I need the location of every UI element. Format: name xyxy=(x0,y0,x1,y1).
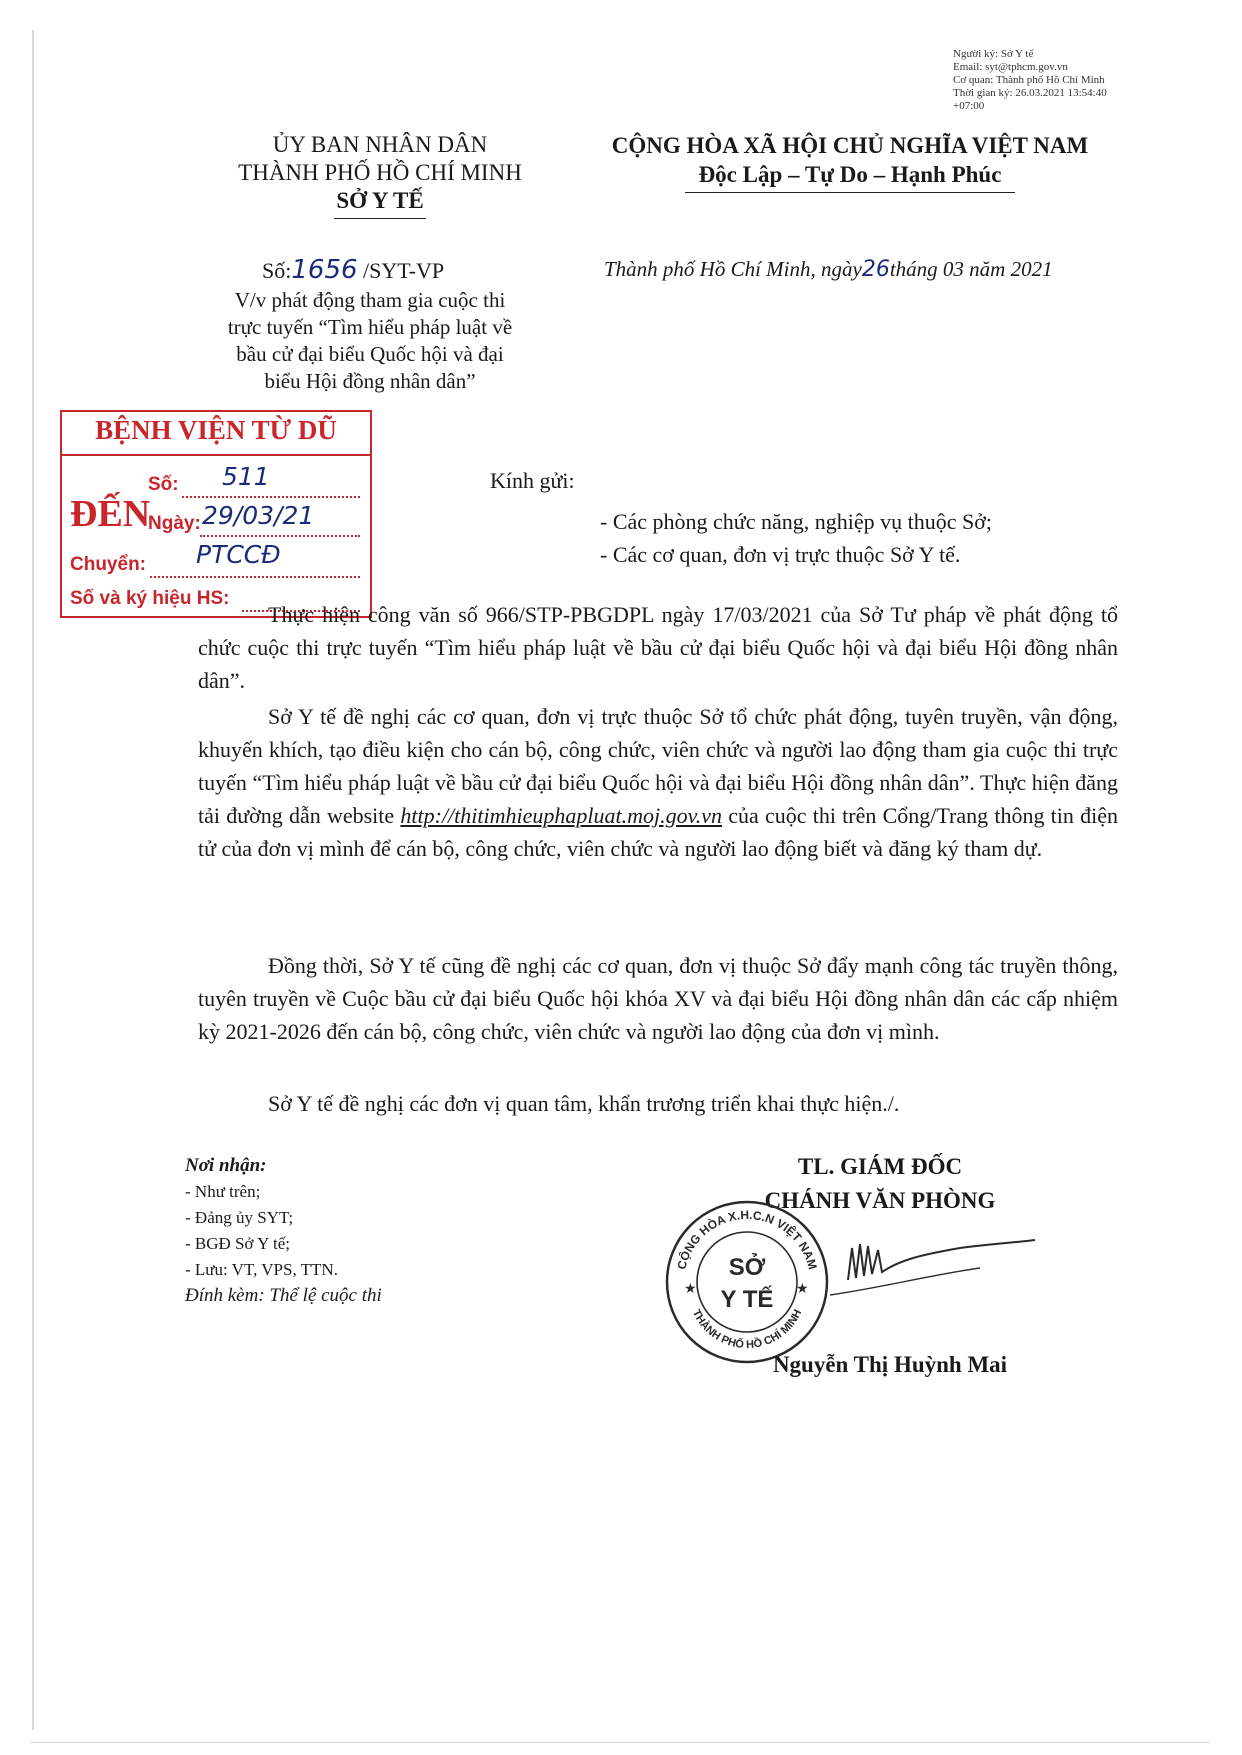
sig-agency: Cơ quan: Thành phố Hồ Chí Minh xyxy=(953,74,1105,86)
stamp-hs-label: Số và ký hiệu HS: xyxy=(70,588,230,609)
date-prefix: Thành phố Hồ Chí Minh, ngày xyxy=(604,257,862,281)
stamp-so-label: Số: xyxy=(148,474,179,495)
docno-suffix: /SYT-VP xyxy=(363,258,445,283)
date-suffix: tháng 03 năm 2021 xyxy=(889,257,1053,281)
stamp-ngay-value: 29/03/21 xyxy=(202,501,315,530)
recipient-item: - Các phòng chức năng, nghiệp vụ thuộc Sở; xyxy=(600,509,992,534)
handwritten-signature-icon xyxy=(830,1220,1040,1340)
official-seal-icon xyxy=(662,1197,832,1367)
motto-line-1: CỘNG HÒA XÃ HỘI CHỦ NGHĨA VIỆT NAM xyxy=(611,133,1089,158)
stamp-so-dots xyxy=(182,496,360,498)
sign-line-1: TL. GIÁM ĐỐC xyxy=(797,1154,963,1179)
motto-underline xyxy=(685,192,1015,193)
authority-line-1: ỦY BAN NHÂN DÂN xyxy=(272,132,488,157)
receiver-item: - Lưu: VT, VPS, TTN. xyxy=(185,1260,338,1279)
body-paragraph-1: Thực hiện công văn số 966/STP-PBGDPL ngày 17/03/2021 của Sở Tư pháp về phát động tổ chức cuộc thi trực tuyến “Tìm hiểu pháp luật về bầu cử đại biểu Quốc hội và đại biểu Hội đồng nhân dân”. xyxy=(198,602,1118,693)
recipient-item: - Các cơ quan, đơn vị trực thuộc Sở Y tế. xyxy=(600,542,961,567)
seal-center-bottom: Y TẾ xyxy=(720,1286,774,1313)
attachment-note: Đính kèm: Thể lệ cuộc thi xyxy=(185,1285,382,1306)
p2-text-before: Sở Y tế đề nghị các cơ quan, đơn vị trực thuộc Sở tổ chức phát động, tuyên truyền, vận động, khuyến khích, tạo điều kiện cho cán bộ, công chức, viên chức và người lao động tham gia cuộc thi trực tuyến “Tìm hiểu pháp luật về bầu cử đại biểu Quốc hội và đại biểu Hội đồng nhân dân”. Thực hiện đăng tải đường dẫn website xyxy=(198,704,1118,828)
received-stamp xyxy=(60,410,372,618)
body-paragraph-3: Đồng thời, Sở Y tế cũng đề nghị các cơ quan, đơn vị thuộc Sở đẩy mạnh công tác truyền thông, tuyên truyền về Cuộc bầu cử đại biểu Quốc hội khóa XV và đại biểu Hội đồng nhân dân các cấp nhiệm kỳ 2021-2026 đến cán bộ, công chức, viên chức và người lao động của đơn vị mình. xyxy=(198,953,1118,1044)
receiver-item: - Đảng ủy SYT; xyxy=(185,1208,294,1227)
sig-email: Email: syt@tphcm.gov.vn xyxy=(953,61,1068,73)
sig-timezone: +07:00 xyxy=(953,100,985,112)
sig-time: Thời gian ký: 26.03.2021 13:54:40 xyxy=(953,87,1107,99)
stamp-den: ĐẾN xyxy=(70,493,151,535)
svg-text:THÀNH PHỐ HỒ CHÍ MINH xyxy=(690,1308,804,1351)
receivers-block xyxy=(185,1153,382,1309)
recipient-list xyxy=(600,505,992,571)
sign-line-2: CHÁNH VĂN PHÒNG xyxy=(764,1188,996,1213)
contest-website-link[interactable]: http://thitimhieuphapluat.moj.gov.vn xyxy=(400,803,723,828)
stamp-ngay-label: Ngày: xyxy=(148,513,201,534)
receiver-item: - Như trên; xyxy=(185,1182,261,1201)
docno-prefix: Số: xyxy=(262,258,292,283)
stamp-hospital-name: BỆNH VIỆN TỪ DŨ xyxy=(95,415,337,445)
sig-signer: Người ký: Sở Y tế xyxy=(953,48,1034,60)
subject-line: biểu Hội đồng nhân dân” xyxy=(264,369,476,393)
digital-signature-info xyxy=(953,48,1107,113)
document-number xyxy=(262,255,444,285)
national-motto xyxy=(570,131,1130,193)
authority-line-3: SỞ Y TẾ xyxy=(336,188,424,213)
seal-ring-bottom: THÀNH PHỐ HỒ CHÍ MINH xyxy=(689,1307,805,1352)
signer-name: Nguyễn Thị Huỳnh Mai xyxy=(772,1352,1008,1377)
scan-edge-bottom xyxy=(30,1742,1210,1743)
body-paragraph-4: Sở Y tế đề nghị các đơn vị quan tâm, khẩn trương triển khai thực hiện./. xyxy=(268,1091,900,1116)
issuing-authority xyxy=(200,131,560,219)
salutation: Kính gửi: xyxy=(490,468,575,493)
authority-line-2: THÀNH PHỐ HỒ CHÍ MINH xyxy=(238,160,522,185)
date-line xyxy=(604,257,1053,282)
scan-edge-left xyxy=(32,30,34,1730)
stamp-chuyen-dots xyxy=(150,576,360,578)
date-day-handwritten: 26 xyxy=(861,257,890,282)
stamp-divider xyxy=(62,454,370,456)
subject-line: bầu cử đại biểu Quốc hội và đại xyxy=(236,342,504,366)
stamp-so-value: 511 xyxy=(222,462,270,491)
motto-line-2: Độc Lập – Tự Do – Hạnh Phúc xyxy=(698,162,1002,187)
svg-text:★: ★ xyxy=(684,1282,697,1297)
docno-handwritten: 1656 xyxy=(291,255,358,285)
seal-center-top: SỞ xyxy=(728,1254,766,1281)
p2-text-after: của cuộc thi trên Cổng/Trang thông tin điện tử của đơn vị mình để cán bộ, công chức, viên chức và người lao động biết và đăng ký tham dự. xyxy=(198,803,1118,861)
receiver-item: - BGĐ Sở Y tế; xyxy=(185,1234,291,1253)
svg-text:★: ★ xyxy=(796,1282,809,1297)
stamp-chuyen-label: Chuyển: xyxy=(70,554,146,575)
subject-line: trực tuyến “Tìm hiểu pháp luật về xyxy=(227,315,513,339)
authority-underline xyxy=(334,218,426,219)
stamp-chuyen-value: PTCCĐ xyxy=(196,540,281,569)
subject-line: V/v phát động tham gia cuộc thi xyxy=(234,288,506,312)
document-subject xyxy=(185,287,555,395)
receivers-title: Nơi nhận: xyxy=(185,1155,267,1176)
stamp-ngay-dots xyxy=(200,535,360,537)
seal-ring-text: CỘNG HÒA X.H.C.N VIỆT NAM xyxy=(674,1207,820,1271)
body-paragraph-2 xyxy=(198,700,1118,865)
